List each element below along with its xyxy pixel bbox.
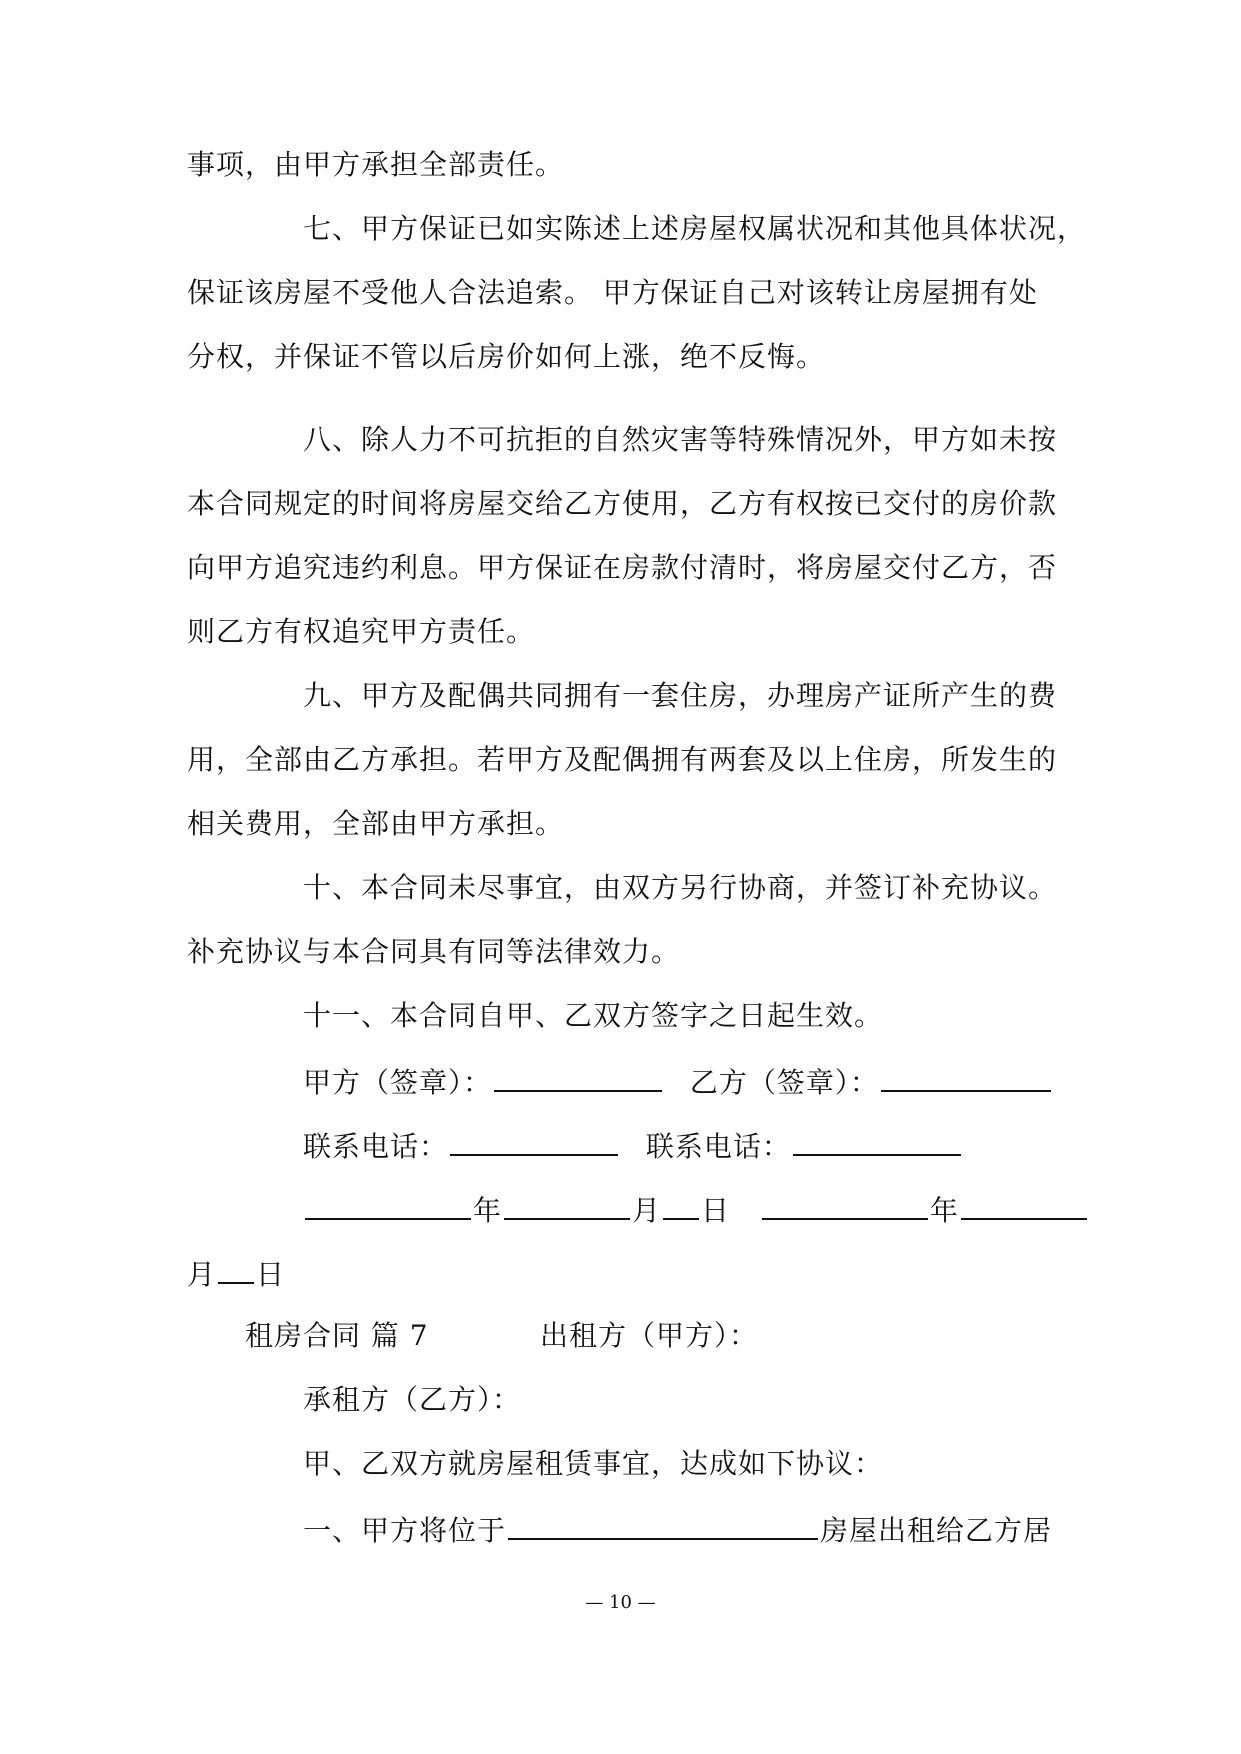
paragraph-line: 本合同规定的时间将房屋交给乙方使用，乙方有权按已交付的房价款 [187,487,1058,520]
party-a-sign-blank [494,1060,662,1092]
month-a-blank [504,1188,630,1220]
signature-date-row [303,1188,1089,1231]
day-b-label: 日 [256,1258,286,1291]
party-b-sign-label: 乙方（签章）： [689,1066,879,1099]
month-a-label: 月 [632,1194,662,1227]
paragraph-line: 九、甲方及配偶共同拥有一套住房，办理房产证所产生的费 [303,679,1058,712]
clause-one-line [303,1508,1052,1551]
month-b-blank [961,1188,1087,1220]
paragraph-line: 补充协议与本合同具有同等法律效力。 [187,935,681,968]
lessor-label: 出租方（甲方）： [540,1319,759,1352]
day-a-label: 日 [701,1194,731,1227]
month-b-label: 月 [187,1258,217,1291]
year-b-label: 年 [929,1194,959,1227]
paragraph-line: 则乙方有权追究甲方责任。 [187,615,536,648]
signature-date-continued [187,1252,285,1295]
signature-phone-row [303,1124,963,1167]
day-a-blank [663,1188,699,1220]
page-number: — 10 — [585,1592,656,1613]
year-a-label: 年 [473,1194,503,1227]
agreement-intro: 甲、乙双方就房屋租赁事宜，达成如下协议： [303,1447,884,1480]
phone-b-blank [793,1124,961,1156]
section-title: 租房合同 篇 7 [245,1319,429,1352]
year-b-blank [762,1188,928,1220]
paragraph-line: 向甲方追究违约利息。甲方保证在房款付清时，将房屋交付乙方，否 [187,551,1058,584]
paragraph-line: 保证该房屋不受他人合法追索。 甲方保证自己对该转让房屋拥有处 [187,276,1038,309]
paragraph-line: 用，全部由乙方承担。若甲方及配偶拥有两套及以上住房，所发生的 [187,743,1058,776]
paragraph-line: 十一、本合同自甲、乙双方签字之日起生效。 [303,999,884,1032]
phone-label-b: 联系电话： [645,1130,791,1163]
party-b-sign-blank [881,1060,1051,1092]
property-address-blank [508,1508,818,1540]
phone-label-a: 联系电话： [303,1130,449,1163]
paragraph-line: 十、本合同未尽事宜，由双方另行协商，并签订补充协议。 [303,871,1058,904]
phone-a-blank [450,1124,618,1156]
signature-party-row [303,1060,1053,1103]
paragraph-line: 事项，由甲方承担全部责任。 [187,148,565,181]
paragraph-line: 七、甲方保证已如实陈述上述房屋权属状况和其他具体状况， [303,212,1087,245]
paragraph-line: 相关费用，全部由甲方承担。 [187,807,565,840]
year-a-blank [305,1188,471,1220]
lessee-label: 承租方（乙方）： [303,1383,522,1416]
paragraph-line: 八、除人力不可抗拒的自然灾害等特殊情况外，甲方如未按 [303,423,1058,456]
day-b-blank [218,1252,254,1284]
party-a-sign-label: 甲方（签章）： [303,1066,493,1099]
clause-one-suffix: 房屋出租给乙方居 [820,1514,1053,1547]
clause-one-prefix: 一、甲方将位于 [303,1514,507,1547]
paragraph-line: 分权，并保证不管以后房价如何上涨，绝不反悔。 [187,340,826,373]
